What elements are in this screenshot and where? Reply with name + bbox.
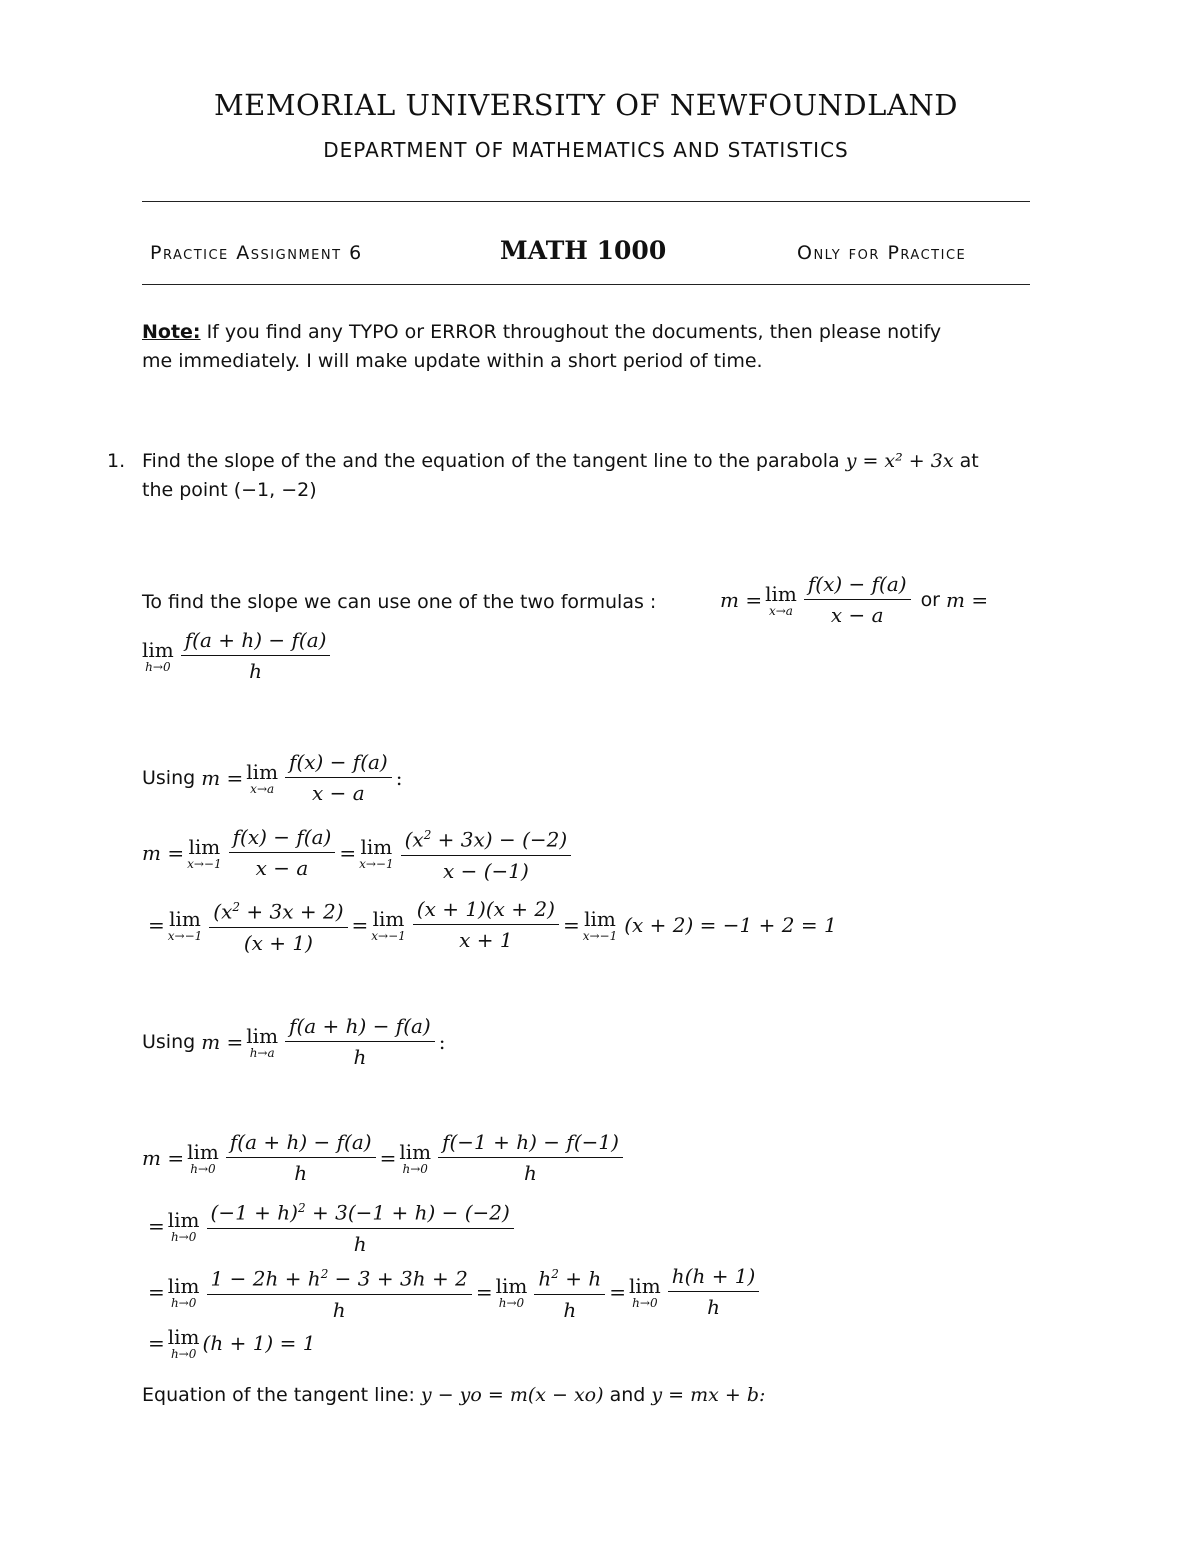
note-paragraph: [142, 318, 1032, 376]
derivation-1-line-2: = lim x→−1 $\frac{(x^2 + 3x + 2)}{(x + 1)}$ = lim x→−1 $\frac{(x + 1)(x + 2)}{x + 1}$ = lim x→−1 (x + 2) = −1 + 2 = 1: [148, 895, 837, 955]
using-line-1: Using m = lim x→a $\frac{f(x) - f(a)}{x - a}$ :: [142, 750, 403, 805]
problem-text: [142, 447, 1032, 505]
practice-tag: Only for Practice: [797, 242, 967, 264]
note-text-2: or: [398, 321, 431, 343]
note-typo: TYPO: [348, 321, 399, 343]
tangent-eq-1: y − yo = m(x − xo): [420, 1384, 604, 1406]
or-word: or: [920, 588, 940, 611]
derivation-2-line-2: = lim h→0 $\frac{(-1 + h)^2 + 3(-1 + h) - (-2)}{h}$: [148, 1196, 518, 1256]
note-text-3: throughout the documents, then please notify: [496, 321, 942, 343]
top-rule: [142, 201, 1030, 202]
note-text-1: If you find any: [200, 321, 349, 343]
problem-number: 1.: [107, 450, 126, 472]
problem-equation: y = x² + 3x: [845, 450, 954, 472]
using-1-label: Using: [142, 766, 196, 789]
problem-text-line1: Find the slope of the and the equation of the tangent line to the parabola: [142, 450, 840, 472]
course-code: MATH 1000: [500, 236, 667, 265]
derivation-1-line-1: m = lim x→−1 $\frac{f(x) - f(a)}{x - a}$ = lim x→−1 $\frac{(x^2 + 3x) - (-2)}{x - (-1)}$: [142, 823, 575, 883]
derivation-2-line-4: = lim h→0 (h + 1) = 1: [148, 1325, 316, 1361]
assignment-title: Practice Assignment 6: [150, 242, 363, 264]
note-line-2: me immediately. I will make update within a short period of time.: [142, 350, 763, 372]
tangent-line-sentence: [142, 1381, 765, 1410]
intro-text: To find the slope we can use one of the two formulas :: [142, 591, 657, 613]
using-2-label: Using: [142, 1030, 196, 1053]
department-name: DEPARTMENT OF MATHEMATICS AND STATISTICS: [323, 138, 849, 162]
problem-text-line2: the point (−1, −2): [142, 479, 317, 501]
tangent-eq-2: y = mx + b:: [651, 1384, 766, 1406]
derivation-2-line-1: m = lim h→0 $\frac{f(a + h) - f(a)}{h}$ = lim h→0 $\frac{f(-1 + h) - f(-1)}{h}$: [142, 1130, 627, 1185]
problem-at: at: [959, 450, 979, 472]
note-error: ERROR: [430, 321, 497, 343]
note-label: Note:: [142, 321, 201, 343]
university-name: MEMORIAL UNIVERSITY OF NEWFOUNDLAND: [213, 88, 959, 122]
using-line-2: Using m = lim h→a $\frac{f(a + h) - f(a)}{h}$ :: [142, 1014, 446, 1069]
derivation-2-line-3: = lim h→0 $\frac{1 - 2h + h^2 - 3 + 3h + 2}{h}$ = lim h→0 $\frac{h^2 + h}{h}$ = lim h→0 $\frac{h(h + 1)}{h}$: [148, 1262, 763, 1322]
formula-2: lim h→0 $\frac{f(a + h) - f(a)}{h}$: [142, 628, 334, 683]
bottom-rule: [142, 284, 1030, 285]
tangent-and: and: [609, 1384, 646, 1406]
formula-1-m: m =: [720, 587, 763, 612]
formula-2-m: m =: [946, 587, 989, 612]
tangent-line-label: Equation of the tangent line:: [142, 1384, 415, 1406]
formula-1: m = lim x→a $\frac{f(x) - f(a)}{x - a}$ or m =: [720, 572, 989, 627]
